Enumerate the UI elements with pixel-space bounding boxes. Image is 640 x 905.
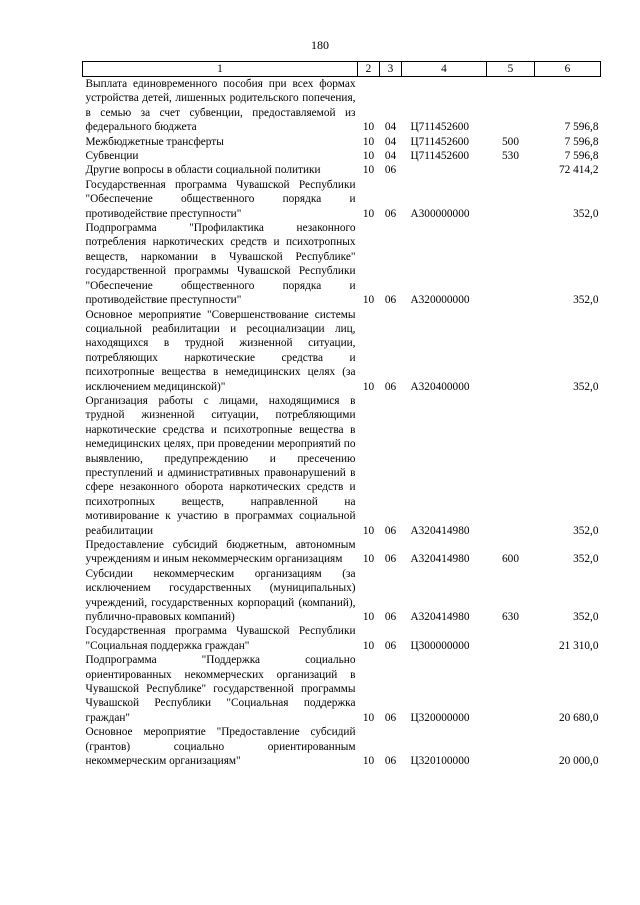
table-row (83, 567, 601, 625)
column-header-5: 5 (487, 62, 535, 77)
subsection-code: 06 (384, 164, 397, 177)
expense-type-code (487, 653, 535, 725)
table-row (83, 308, 601, 394)
expense-type-code: 600 (502, 553, 519, 566)
expense-type-code (487, 394, 535, 538)
target-code: Ц320100000 (410, 755, 470, 768)
table-row (83, 221, 601, 307)
table-row (83, 538, 601, 567)
amount: 7 596,8 (564, 121, 599, 134)
subsection-code: 06 (384, 207, 397, 220)
section-code: 10 (362, 294, 375, 307)
section-code: 10 (362, 135, 375, 148)
table-row (83, 135, 601, 149)
amount: 21 310,0 (558, 639, 599, 652)
row-name: Межбюджетные трансферты (85, 135, 224, 148)
target-code: Ц711452600 (410, 135, 470, 148)
expense-type-code (487, 308, 535, 394)
row-name: Организация работы с лицами, находящимися в трудной жизненной ситуации, потребляющими наркотические средства и психотропные вещества в немедицинских целях, при проведении мероприятий по выявлению, предупреждению и пресечению преступлений и административных правонарушений в сфере незаконного оборота наркотических средств и психотропных веществ, направленной на мотивирование к участию в программах социальной реабилитации (85, 394, 356, 537)
subsection-code: 06 (384, 639, 397, 652)
expense-type-code (487, 725, 535, 768)
amount: 352,0 (573, 553, 599, 566)
row-name: Основное мероприятие "Совершенствование системы социальной реабилитации и ресоциализации лиц, находящихся в трудной жизненной ситуации, потребляющих наркотические средства и психотропные вещества в немедицинских целях (за исключением медицинской)" (85, 308, 356, 393)
table-body (83, 77, 601, 769)
amount: 20 000,0 (558, 755, 599, 768)
row-name: Субсидии некоммерческим организациям (за исключением государственных (муниципальных) учреждений, государственных корпораций (компаний), публично-правовых компаний) (85, 567, 356, 624)
subsection-code: 06 (384, 524, 397, 537)
table-row (83, 394, 601, 538)
table-row (83, 163, 601, 177)
target-code: Ц711452600 (410, 150, 470, 163)
section-code: 10 (362, 711, 375, 724)
target-code: А320400000 (410, 380, 470, 393)
expense-type-code (487, 77, 535, 135)
row-name: Подпрограмма "Поддержка социально ориентированных некоммерческих организаций в Чувашской Республике" государственной программы Чувашской Республики "Социальная поддержка граждан" (85, 654, 356, 724)
table-row (83, 149, 601, 163)
amount: 352,0 (573, 524, 599, 537)
subsection-code: 04 (384, 135, 397, 148)
expense-type-code (487, 624, 535, 653)
target-code: А320414980 (410, 611, 470, 624)
column-header-3: 3 (380, 62, 402, 77)
target-code: А320000000 (410, 294, 470, 307)
row-name: Субвенции (85, 150, 139, 163)
section-code: 10 (362, 611, 375, 624)
row-name: Подпрограмма "Профилактика незаконного потребления наркотических средств и психотропных веществ, наркомании в Чувашской Республике" государственной программы Чувашской Республики "Обеспечение общественного порядка и противодействие преступности" (85, 222, 356, 307)
target-code: А300000000 (410, 207, 470, 220)
subsection-code: 06 (384, 711, 397, 724)
section-code: 10 (362, 207, 375, 220)
amount: 20 680,0 (558, 711, 599, 724)
table-row (83, 653, 601, 725)
table-row (83, 178, 601, 221)
section-code: 10 (362, 380, 375, 393)
expense-type-code: 630 (502, 611, 519, 624)
section-code: 10 (362, 524, 375, 537)
amount: 7 596,8 (564, 135, 599, 148)
subsection-code: 04 (384, 121, 397, 134)
column-header-2: 2 (358, 62, 380, 77)
expense-type-code (487, 178, 535, 221)
target-code: А320414980 (410, 524, 470, 537)
section-code: 10 (362, 755, 375, 768)
subsection-code: 06 (384, 380, 397, 393)
target-code: А320414980 (410, 553, 470, 566)
target-code: Ц711452600 (410, 121, 470, 134)
table-row (83, 77, 601, 135)
row-name: Основное мероприятие "Предоставление субсидий (грантов) социально ориентированным некоммерческим организациям" (85, 726, 356, 768)
table-row (83, 725, 601, 768)
subsection-code: 06 (384, 294, 397, 307)
row-name: Другие вопросы в области социальной политики (85, 164, 321, 177)
column-header-6: 6 (535, 62, 601, 77)
row-name: Выплата единовременного пособия при всех формах устройства детей, лишенных родительского попечения, в семью за счет субвенции, предоставляемой из федерального бюджета (85, 78, 356, 134)
column-header-1: 1 (83, 62, 358, 77)
row-name: Государственная программа Чувашской Республики "Социальная поддержка граждан" (85, 625, 356, 652)
amount: 352,0 (573, 380, 599, 393)
table-row (83, 624, 601, 653)
row-name: Предоставление субсидий бюджетным, автономным учреждениям и иным некоммерческим организациям (85, 539, 356, 566)
table-header (83, 62, 601, 77)
section-code: 10 (362, 150, 375, 163)
section-code: 10 (362, 121, 375, 134)
target-code: Ц320000000 (410, 711, 470, 724)
header-row (83, 62, 601, 77)
subsection-code: 06 (384, 755, 397, 768)
section-code: 10 (362, 553, 375, 566)
budget-table (82, 61, 601, 769)
page-number: 180 (311, 38, 329, 52)
section-code: 10 (362, 164, 375, 177)
target-code (402, 163, 487, 177)
expense-type-code: 500 (502, 135, 519, 148)
section-code: 10 (362, 639, 375, 652)
column-header-4: 4 (402, 62, 487, 77)
row-name: Государственная программа Чувашской Республики "Обеспечение общественного порядка и противодействие преступности" (85, 178, 356, 220)
subsection-code: 06 (384, 553, 397, 566)
target-code: Ц300000000 (410, 639, 470, 652)
amount: 352,0 (573, 207, 599, 220)
expense-type-code (487, 163, 535, 177)
amount: 352,0 (573, 294, 599, 307)
subsection-code: 06 (384, 611, 397, 624)
expense-type-code: 530 (502, 150, 519, 163)
amount: 72 414,2 (558, 164, 599, 177)
amount: 352,0 (573, 611, 599, 624)
subsection-code: 04 (384, 150, 397, 163)
amount: 7 596,8 (564, 150, 599, 163)
expense-type-code (487, 221, 535, 307)
